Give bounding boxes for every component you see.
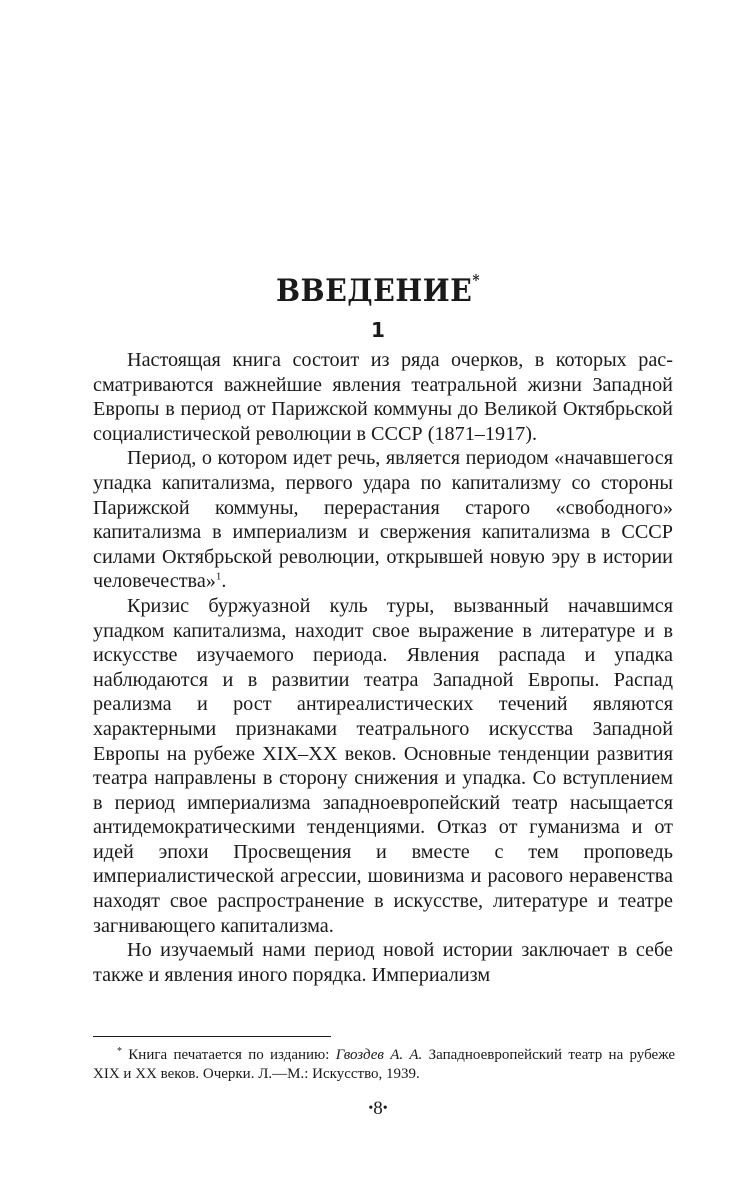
body-text — [93, 348, 673, 987]
footnote-rest: Западноевропейский театр на рубеже XIX и XX веков. Очерки. Л.—М.: Искусство, 1939. — [93, 1047, 676, 1082]
footnote-author: Гвоздев А. А. — [335, 1047, 423, 1063]
footnote-mark: * — [117, 1046, 122, 1057]
paragraph-3: Кризис буржуазной куль туры, вызванный начавшимся упадком капитализма, находит свое выражение в литературе и в искусстве изучаемого периода. Явления распада и упадка наблюдаются и в развитии театра Западной Европы. Распад реализма и рост антиреалистических течений являются характерными признаками театрального искусства Западной Европы на рубеже XIX–XX веков. Основные тенденции развития театра направлены в сторону снижения и упадка. Со вступлением в период империализма западноевропейский театр насыщается антидемократическими тенденциями. Отказ от гуманизма и от идей эпохи Просвещения и вместе с тем проповедь империалистической агрессии, шовинизма и расового неравенства находят свое распространение в искусстве, литературе и театре загнивающего капитализма. — [93, 594, 673, 937]
section-number: 1 — [371, 318, 385, 342]
page-number-value: 8 — [373, 1098, 383, 1119]
footnote-text — [93, 1043, 675, 1083]
paragraph-2-end: . — [221, 570, 227, 593]
paragraph-2 — [93, 446, 673, 594]
chapter-title-text: ВВЕДЕНИЕ — [275, 272, 473, 309]
footnote — [93, 1043, 675, 1083]
footnote-divider — [93, 1036, 331, 1037]
footnote-reference: 1 — [215, 570, 222, 583]
page-number-right-dot: • — [382, 1101, 388, 1116]
chapter-title — [30, 273, 726, 309]
paragraph-2-text: Период, о котором идет речь, является периодом «начавшегося упадка капитализма, первого удара по капитализму со стороны Парижской коммуны, перерастания старого «свободного» капитализма в империализм и свержения капитализма в СССР силами Октябрьской революции, открывшей новую эру в истории человечества» — [93, 447, 673, 593]
page-number-left-dot: • — [368, 1101, 374, 1116]
title-footnote-mark: * — [472, 271, 481, 290]
page-number — [0, 1098, 756, 1120]
paragraph-4: Но изучаемый нами период новой истории заключает в себе также и явления иного порядка. Империализм — [93, 939, 673, 986]
paragraph-1: Настоящая книга состоит из ряда очерков, в которых рассматриваются важнейшие явления театральной жизни Западной Европы в период от Парижской коммуны до Великой Октябрьской социалистической революции в СССР (1871–1917). — [93, 349, 673, 445]
footnote-lead: Книга печатается по изданию: — [128, 1047, 330, 1063]
